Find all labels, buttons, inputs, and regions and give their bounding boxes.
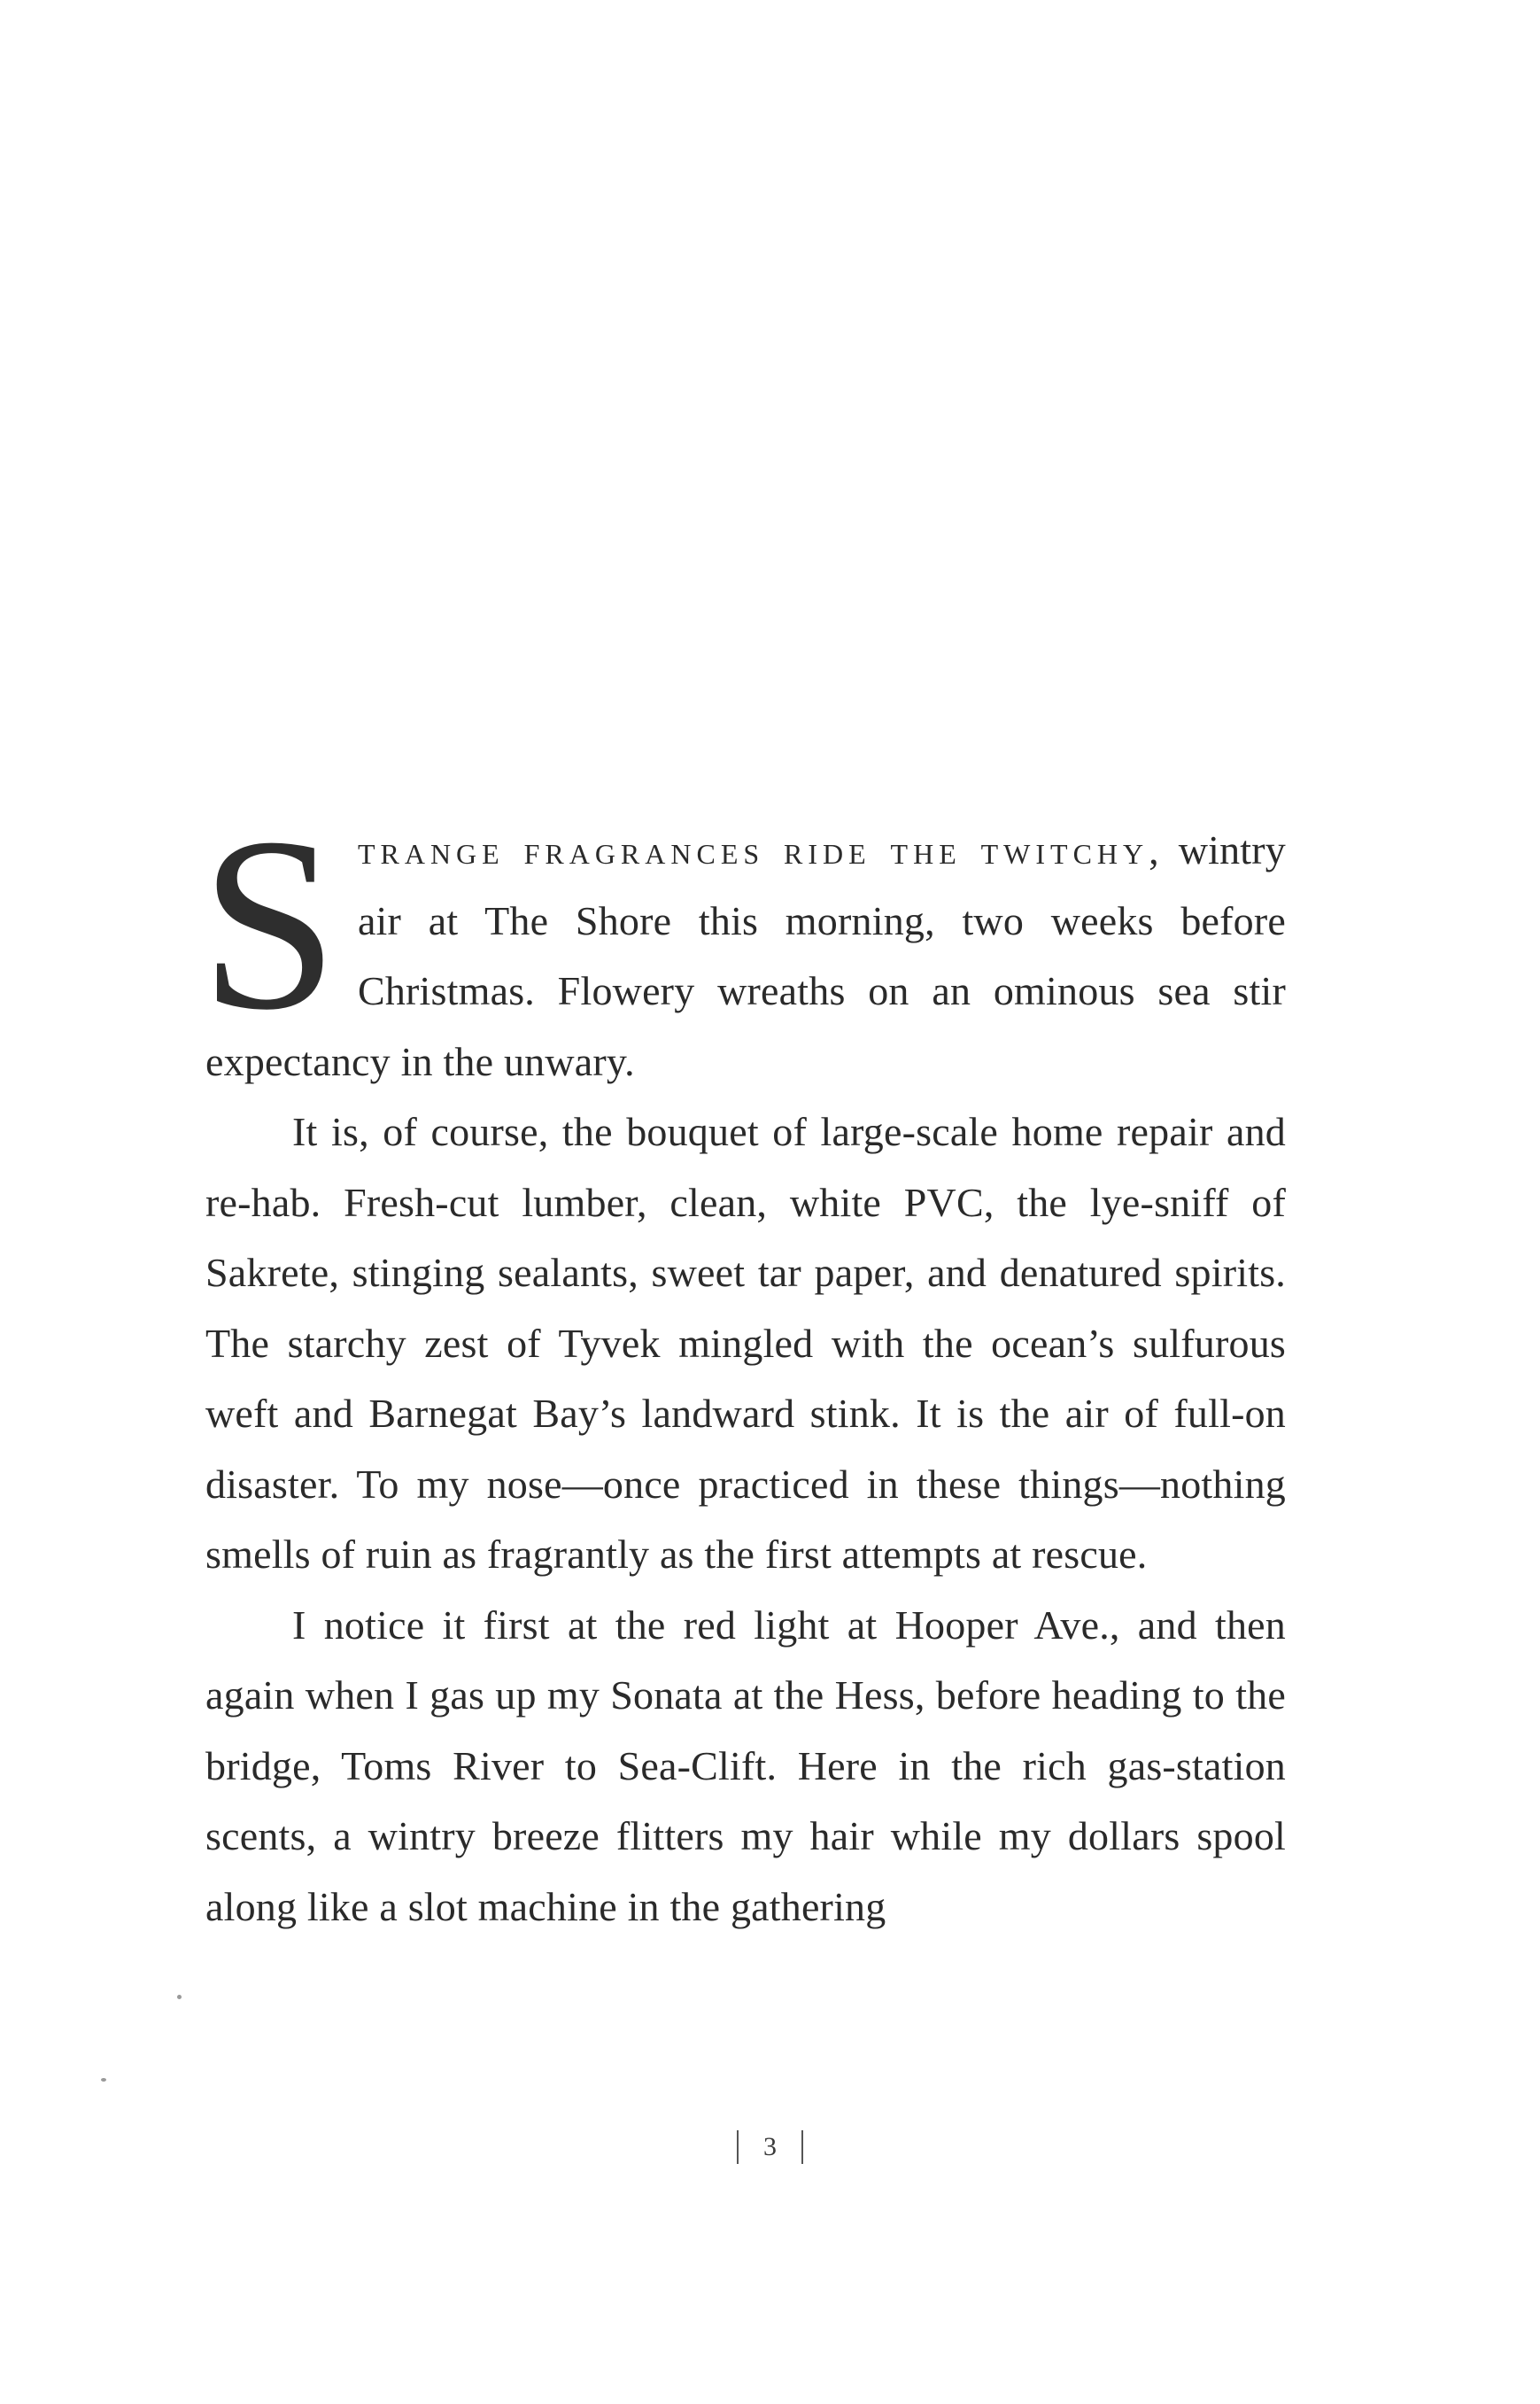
paragraph: I notice it first at the red light at Hooper Ave., and then again when I gas up my Sonata at the Hess, before heading to the bridge, Toms River to Sea-Clift. Here in the rich gas-station scents, a wintry breeze flitters my hair while my dollars spool along like a slot machine in the gathering	[205, 1601, 1286, 1929]
opening-smallcaps: trange fragrances ride the twitchy,	[357, 827, 1165, 872]
page-folio	[0, 2130, 1540, 2164]
opening-rest: wintry air at The Shore this morning, two weeks before Christmas. Flowery wreaths on an ominous sea stir expectancy in the unwary.	[205, 827, 1287, 1084]
paragraph: It is, of course, the bouquet of large-scale home repair and re-hab. Fresh-cut lumber, clean, white PVC, the lye-sniff of Sakrete, stinging sealants, sweet tar paper, and denatured spirits. The starchy zest of Tyvek mingled with the ocean’s sulfurous weft and Barnegat Bay’s landward stink. It is the air of full-on disaster. To my nose—once practiced in these things—nothing smells of ruin as fragrantly as the first attempts at rescue.	[205, 1109, 1286, 1577]
folio-left-rule	[737, 2130, 739, 2164]
chapter-text	[200, 786, 1287, 1942]
page-number: 3	[763, 2132, 777, 2162]
folio-right-rule	[801, 2130, 803, 2164]
drop-cap: S	[200, 786, 338, 1061]
scan-speck	[177, 1995, 182, 1999]
scan-speck	[101, 2078, 106, 2082]
opening-paragraph	[200, 786, 1287, 1097]
